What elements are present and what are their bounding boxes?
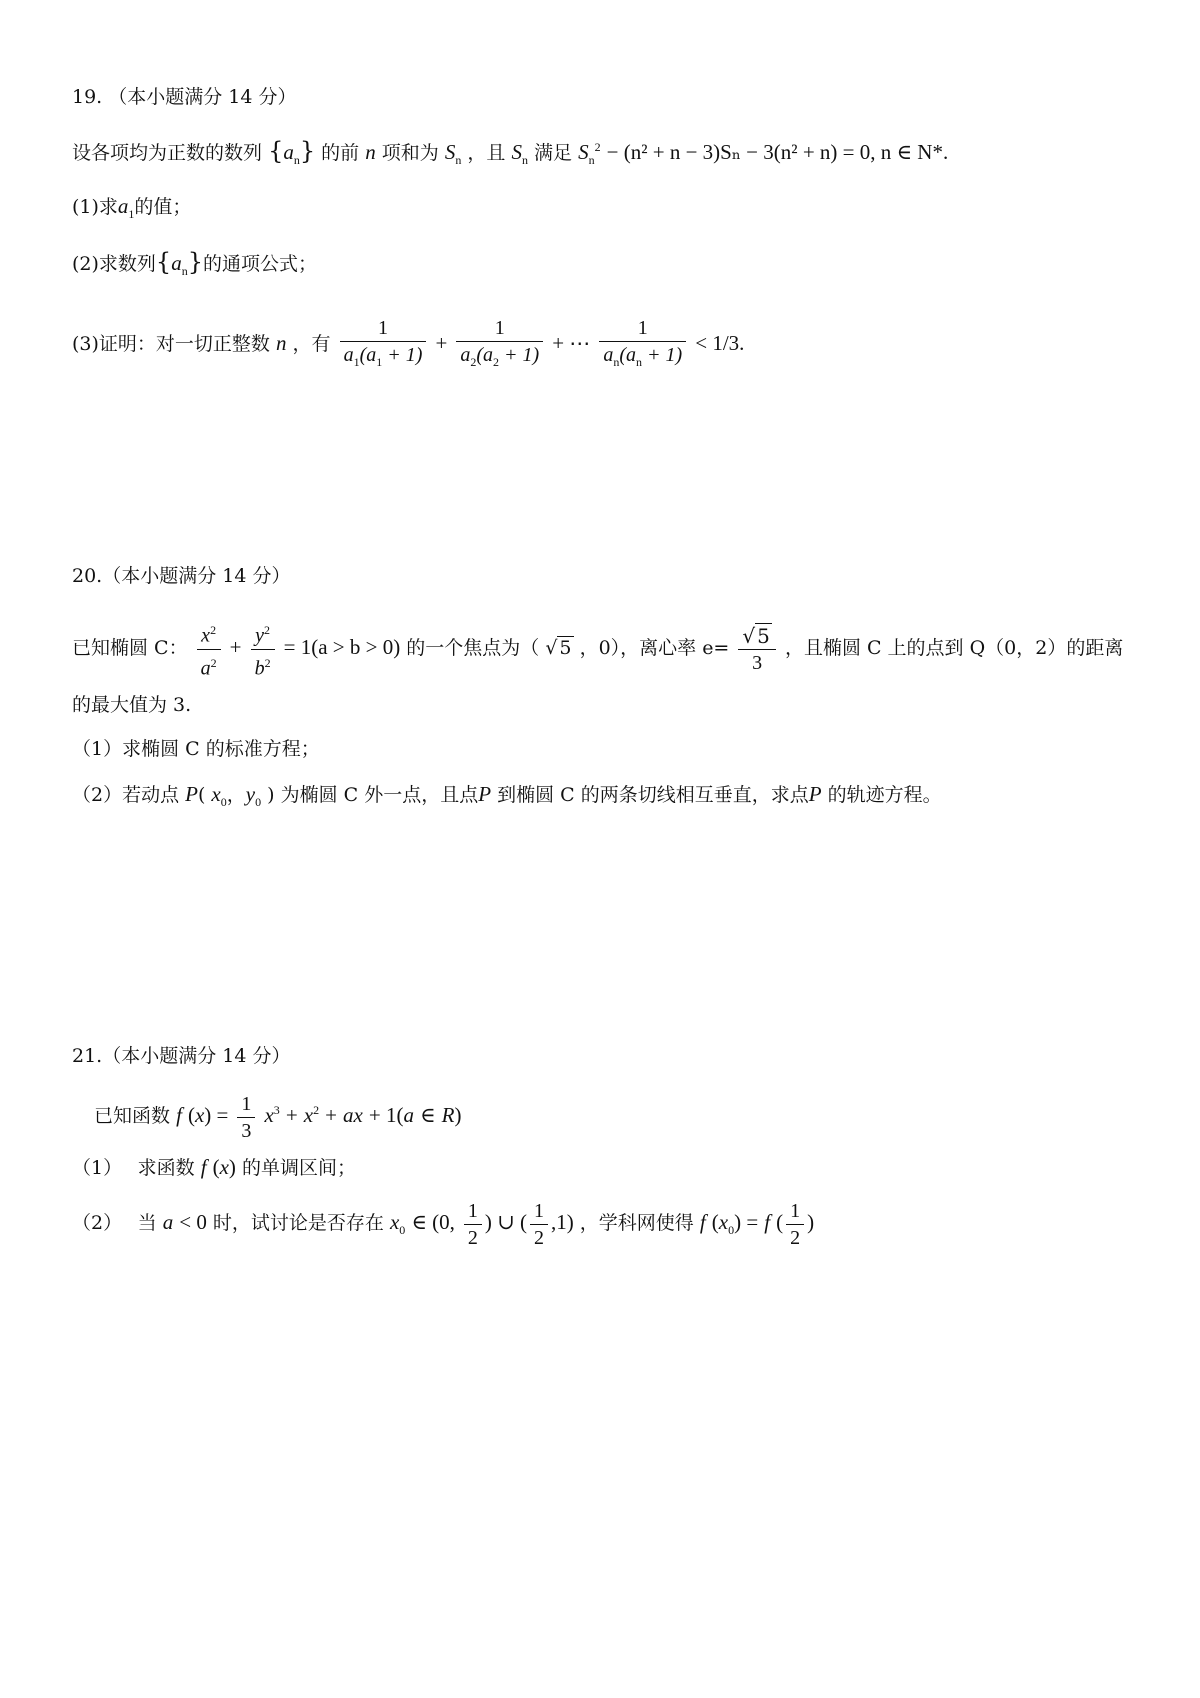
q20-part2: （2）若动点 P( $x_0$，$y_0$ ) 为椭圆 C 外一点，且点P 到椭圆 C 的两条切线相互垂直，求点P 的轨迹方程。 <box>72 782 942 810</box>
q21-part2: （2） 当 a < 0 时，试讨论是否存在 $x_0$ ∈ (0, $\frac{1}{2}$ ) ∪ ( $\frac{1}{2}$ ,1) ，学科网使得 f $(x_0) = f$ ( $\frac{1}{2}$ ) <box>72 1199 815 1249</box>
q20-part1: （1）求椭圆 C 的标准方程； <box>72 738 320 760</box>
q20-stem-cont: 的最大值为 3. <box>72 694 192 716</box>
fraction: $\frac{1}{2}$ <box>464 1198 482 1251</box>
fraction: $\frac{√ 5}{3}$ <box>738 623 775 676</box>
q19-stem: 设各项均为正数的数列 $\{a_n\}$ 的前 n 项和为 $S_n$ ，且 $S_n$ 满足 $S_n^2 - (n^2 + n - 3)S_n - 3(n^2 + n) = 0$, n ∈ N*. <box>72 137 949 168</box>
fraction: $\frac{1}{a_1(a_1 + 1)}$ <box>340 315 427 375</box>
q21-stem: 已知函数 f (x) = $\frac{1}{3}$ $x^3 + x^2$ + ax + 1(a ∈ R) <box>94 1092 462 1142</box>
fraction: $\frac{1}{a_2(a_2 + 1)}$ <box>456 315 543 375</box>
fraction: $\frac{y^2}{b^2}$ <box>251 617 275 681</box>
q21-title: 21.（本小题满分 14 分） <box>72 1045 291 1067</box>
q20-stem: 已知椭圆 C： $\frac{x^2}{a^2}$ + $\frac{y^2}{b^2}$ = 1(a > b > 0) 的一个焦点为（ √ 5 ，0），离心率 e= $\frac{√ 5}{3}$ ，且椭圆 C 上的点到 Q（0，2）的距离 <box>72 617 1123 681</box>
q20-title: 20.（本小题满分 14 分） <box>72 565 291 587</box>
fraction: $\frac{x^2}{a^2}$ <box>197 617 221 681</box>
fraction: $\frac{1}{2}$ <box>530 1198 548 1251</box>
fraction: $\frac{1}{a_n(a_n + 1)}$ <box>599 315 686 375</box>
q21-part1: （1） 求函数 f (x) 的单调区间； <box>72 1155 356 1179</box>
q19-part1: (1)求$a_1$的值； <box>72 194 192 222</box>
q19-title: 19. （本小题满分 14 分） <box>72 86 297 108</box>
q19-inequality-tail: < 1/3. <box>695 331 745 355</box>
q19-part3: (3)证明：对一切正整数 n ，有 $\frac{1}{a_1(a_1 + 1)}$ + $\frac{1}{a_2(a_2 + 1)}$ + ⋯ $\frac{1}{a_n(a_n + 1)}$ < 1/3. <box>72 313 744 375</box>
q19-equation: − (n² + n − 3)Sₙ − 3(n² + n) = 0, n ∈ N*. <box>606 140 949 164</box>
q19-part2: (2)求数列$\{a_n\}$的通项公式； <box>72 248 317 279</box>
fraction: $\frac{1}{2}$ <box>786 1198 804 1251</box>
fraction: $\frac{1}{3}$ <box>237 1091 255 1144</box>
